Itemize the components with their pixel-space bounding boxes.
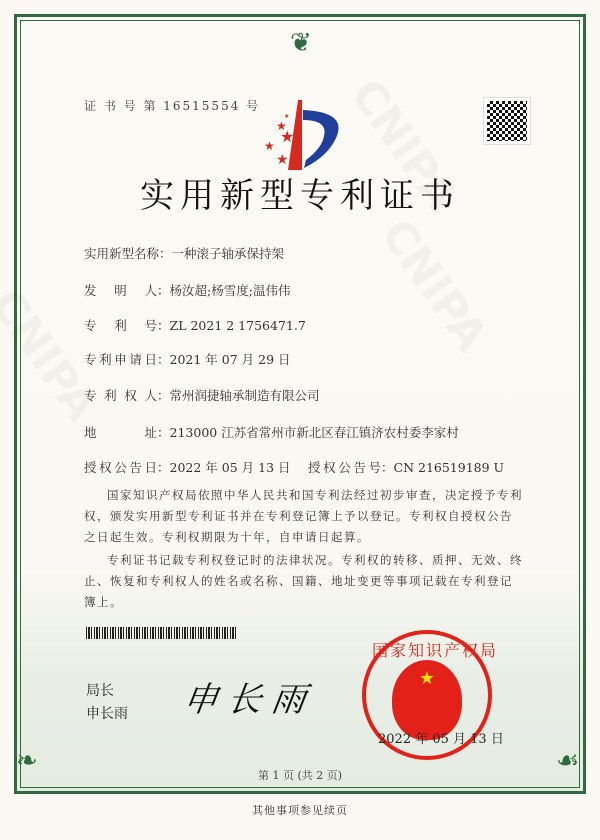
barcode xyxy=(86,627,238,639)
top-ornament-icon: ❦ xyxy=(290,28,312,58)
corner-ornament-icon: ❧ xyxy=(16,746,38,776)
field-grant-number xyxy=(308,458,504,476)
signatory-title: 局长 xyxy=(86,683,114,699)
field-grant-date xyxy=(84,458,291,476)
seal-date: 2022 年 05 月 13 日 xyxy=(378,732,504,747)
page-indicator: 第 1 页 (共 2 页) xyxy=(257,769,343,782)
corner-ornament-icon: ☙ xyxy=(556,746,580,776)
field-label: 授权公告号 xyxy=(308,460,381,475)
field-utility-model-name xyxy=(84,244,284,262)
field-label: 授权公告日 xyxy=(84,460,157,475)
svg-text:★: ★ xyxy=(284,113,290,120)
field-application-date xyxy=(84,350,291,368)
svg-text:★: ★ xyxy=(276,152,289,168)
field-value: 一种滚子轴承保持架 xyxy=(171,246,285,261)
field-value: CN 216519189 U xyxy=(393,460,505,475)
colon: ： xyxy=(157,352,170,367)
statement-paragraph: 国家知识产权局依照中华人民共和国专利法经过初步审查，决定授予专利权，颁发实用新型专利证书并在专利登记簿上予以登记。专利权自授权公告之日起生效。专利权期限为十年，自申请日起算。 xyxy=(84,488,523,544)
signature: 申长雨 xyxy=(180,680,319,720)
field-value: ZL 2021 2 1756471.7 xyxy=(169,318,306,333)
svg-text:★: ★ xyxy=(264,139,275,153)
svg-text:★: ★ xyxy=(276,119,287,133)
field-patentee xyxy=(84,386,320,404)
field-label: 专利权人 xyxy=(84,388,157,403)
field-value: 杨汝超;杨雪度;温伟伟 xyxy=(169,283,291,298)
colon: ： xyxy=(157,283,170,298)
field-address xyxy=(84,423,459,441)
field-patent-number xyxy=(84,316,306,334)
signatory-name: 申长雨 xyxy=(86,706,128,722)
seal-text: 国家知识产权局 xyxy=(372,641,499,660)
field-value: 213000 江苏省常州市新北区春江镇济农村委李家村 xyxy=(169,425,459,440)
national-emblem-icon: ★ xyxy=(392,660,462,740)
field-label: 地址 xyxy=(84,425,157,440)
field-inventor xyxy=(84,281,290,299)
statement-paragraph: 专利证书记载专利权登记时的法律状况。专利权的转移、质押、无效、终止、恢复和专利权人的姓名或名称、国籍、地址变更等事项记载在专利登记簿上。 xyxy=(84,553,523,609)
colon: ： xyxy=(157,460,170,475)
field-value: 2022 年 05 月 13 日 xyxy=(169,460,291,475)
field-label: 专利号 xyxy=(84,318,157,333)
field-label: 专利申请日 xyxy=(84,352,157,367)
certificate-number: 证 书 号 第 16515554 号 xyxy=(84,99,261,113)
colon: ： xyxy=(157,318,170,333)
colon: ： xyxy=(159,246,172,261)
field-label: 实用新型名称 xyxy=(84,246,160,261)
qr-code xyxy=(484,98,530,144)
colon: ： xyxy=(157,388,170,403)
cnipa-logo-icon xyxy=(258,98,348,176)
colon: ： xyxy=(157,425,170,440)
page-title: 实用新型专利证书 xyxy=(140,176,460,216)
colon: ： xyxy=(381,460,394,475)
field-value: 常州润捷轴承制造有限公司 xyxy=(169,388,320,403)
field-label: 发明人 xyxy=(84,283,157,298)
svg-text:★: ★ xyxy=(280,127,295,146)
footer-note: 其他事项参见续页 xyxy=(252,804,348,817)
field-value: 2021 年 07 月 29 日 xyxy=(169,352,291,367)
